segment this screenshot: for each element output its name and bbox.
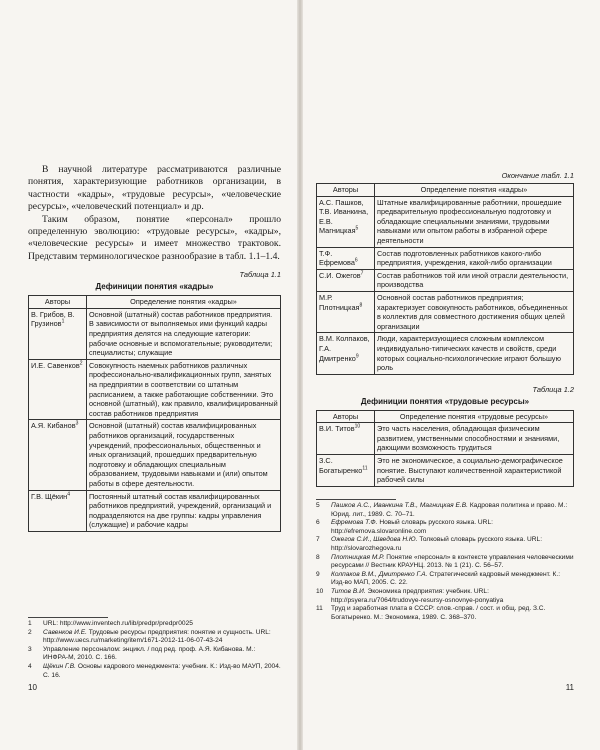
left-body [28, 164, 281, 532]
definition-cell: Штатные квалифицированные работники, прошедшие предварительную профессиональную подготовку и обладающие специальными знаниями, трудовыми навыками или опытом работы в избранной сфере деятельности [375, 196, 574, 247]
footnote-divider [28, 617, 108, 618]
author-cell: Г.В. Щёкин$^4$ [29, 490, 87, 531]
table-row [317, 196, 574, 247]
author-cell: И.Е. Савенков$^2$ [29, 359, 87, 420]
author-cell: А.Я. Кибанов$^3$ [29, 420, 87, 490]
footnote: 7 Ожегов С.И., Шведова Н.Ю. Толковый словарь русского языка. URL: http://slovarozhegova.ru [316, 536, 543, 552]
table-row [29, 308, 281, 359]
table-header-row [29, 296, 281, 309]
definition-cell: Это не экономическое, а социально-демографическое понятие. Выступают количественной характеристикой рабочей силы [375, 455, 574, 487]
footnote: 5 Пашков А.С., Иванкина Т.В., Магницкая Е.В. Кадровая политика и право. М.: Юрид. лит., 1989. С. 70–71. [316, 502, 568, 518]
labor-resources-table [316, 410, 574, 487]
right-footnotes [316, 499, 574, 622]
table-title: Дефиниции понятия «кадры» [95, 282, 214, 292]
definition-cell: Основной состав работников предприятия; характеризует совокупность работников, объединенных в коллектив для совместного достижения общих целей организации [375, 291, 574, 332]
table-number: Таблица 1.2 [532, 384, 574, 394]
footnote: 11 Труд и заработная плата в СССР: слов.-справ. / сост. и общ. ред. З.С. Богатыренко. М.: Экономика, 1989. С. 368–370. [316, 605, 546, 621]
definitions-table-continued [316, 183, 574, 375]
continuation-caption: Окончание табл. 1.1 [501, 171, 574, 180]
definition-cell: Состав подготовленных работников какого-либо предприятия, учреждения, какой-либо организации [375, 247, 574, 269]
definition-cell: Состав работников той или иной отрасли деятельности, производства [375, 269, 574, 291]
table-row [317, 423, 574, 455]
author-cell: В.И. Титов$^{10}$ [317, 423, 375, 455]
definition-cell: Совокупность наемных работников различных профессионально-квалификационных групп, занятых на предприятии в соответствии со штатным расписанием, а также работающие собственники. Это основной (штатный), как правило, квалифицированный состав работников предприятия [87, 359, 281, 420]
footnote-divider [316, 499, 396, 500]
footnote: 3 Управление персоналом: энцикл. / под ред. проф. А.Я. Кибанова. М.: ИНФРА-М, 2010. С. 166. [28, 645, 256, 662]
definition-cell: Постоянный штатный состав квалифицированных работников предприятий, учреждений, организаций и подразделяются на две группы: кадры управления (служащие) и рабочие кадры [87, 490, 281, 531]
page-number: 10 [28, 683, 37, 692]
footnote: 8 Плотницкая М.Р. Понятие «персонал» в контексте управления человеческими ресурсами // Вестник КРАУНЦ. 2013. № 1 (21). С. 56–57. [316, 553, 574, 570]
author-cell: В. Грибов, В. Грузинов$^1$ [29, 308, 87, 359]
table-row [317, 247, 574, 269]
definitions-table [28, 295, 281, 532]
column-header: Определение понятия «кадры» [375, 184, 574, 197]
definition-cell: Это часть населения, обладающая физическим развитием, умственными способностями и знаниями, дающими возможность трудиться [375, 423, 574, 455]
table-row [317, 291, 574, 332]
column-header: Авторы [317, 410, 375, 423]
author-cell: Т.Ф. Ефремова$^6$ [317, 247, 375, 269]
footnote: 10 Титов В.И. Экономика предприятия: учебник. URL: http://psyera.ru/7064/trudovye-resursy-osnovnye-ponyatiya [316, 587, 504, 604]
author-cell: З.С. Богатыренко$^{11}$ [317, 455, 375, 487]
paragraph: Таким образом, понятие «персонал» прошло определенную эволюцию: «трудовые ресурсы», «кадры», «человеческие ресурсы» и имеет множество трактовок. Представим терминологическое разнообразие в табл. 1.1–1.4. [28, 213, 281, 262]
column-header: Авторы [317, 184, 375, 197]
book-gutter [297, 0, 303, 750]
author-cell: А.С. Пашков, Т.В. Иванкина, Е.В. Магницкая$^5$ [317, 196, 375, 247]
author-cell: В.М. Колпаков, Г.А. Дмитренко$^9$ [317, 333, 375, 374]
footnote: 6 Ефремова Т.Ф. Новый словарь русского языка. URL: http://efremova.slovaronline.com [316, 519, 493, 535]
column-header: Авторы [29, 296, 87, 309]
table-row [29, 420, 281, 490]
left-footnotes [28, 617, 281, 680]
column-header: Определение понятия «кадры» [87, 296, 281, 309]
table-number: Таблица 1.1 [239, 270, 281, 280]
table-row [317, 455, 574, 487]
left-page [0, 0, 299, 750]
column-header: Определение понятия «трудовые ресурсы» [375, 410, 574, 423]
author-cell: М.Р. Плотницкая$^8$ [317, 291, 375, 332]
definition-cell: Основной (штатный) состав квалифицированных работников организаций, государственных учреждений, профессиональных, общественных и иных организаций, прошедших предварительную подготовку и обладающих специальным образованием, трудовыми навыками и (или) опытом работы в сфере деятельности. [87, 420, 281, 490]
table-row [29, 359, 281, 420]
page-number: 11 [565, 683, 574, 692]
table-row [317, 269, 574, 291]
table-title: Дефиниции понятия «трудовые ресурсы» [360, 396, 530, 406]
footnote: 1 URL: http://www.inventech.ru/lib/predpr/predpr0025 [28, 620, 193, 627]
paragraph: В научной литературе рассматриваются различные понятия, характеризующие работников организации, в частности «кадры», «трудовые ресурсы», «человеческие ресурсы», «человеческий потенциал» и др. [28, 164, 281, 213]
table-row [29, 490, 281, 531]
footnote: 2 Савенков И.Е. Трудовые ресурсы предприятия: понятие и сущность. URL: http://www.uecs.ru/marketing/item/1671-2012-11-06-07-43-24 [28, 628, 271, 645]
author-cell: С.И. Ожегов$^7$ [317, 269, 375, 291]
definition-cell: Основной (штатный) состав работников предприятия. В зависимости от выполняемых ими функций кадры предприятия делятся на следующие категории: рабочие основные и вспомогательные; руководители; специалисты; служащие [87, 308, 281, 359]
footnote: 9 Колпаков В.М., Дмитренко Г.А. Стратегический кадровый менеджмент. К.: Изд-во МАП, 2005. С. 22. [316, 570, 561, 587]
table-header-row [317, 184, 574, 197]
table-header-row [317, 410, 574, 423]
table-row [317, 333, 574, 374]
right-body [316, 171, 574, 487]
right-page [301, 0, 600, 750]
definition-cell: Люди, характеризующиеся сложным комплексом индивидуально-типических качеств и свойств, среди которых социально-психологические играют большую роль [375, 333, 574, 374]
footnote: 4 Щёкин Г.В. Основы кадрового менеджмента: учебник. К.: Изд-во МАУП, 2004. С. 16. [28, 662, 281, 679]
